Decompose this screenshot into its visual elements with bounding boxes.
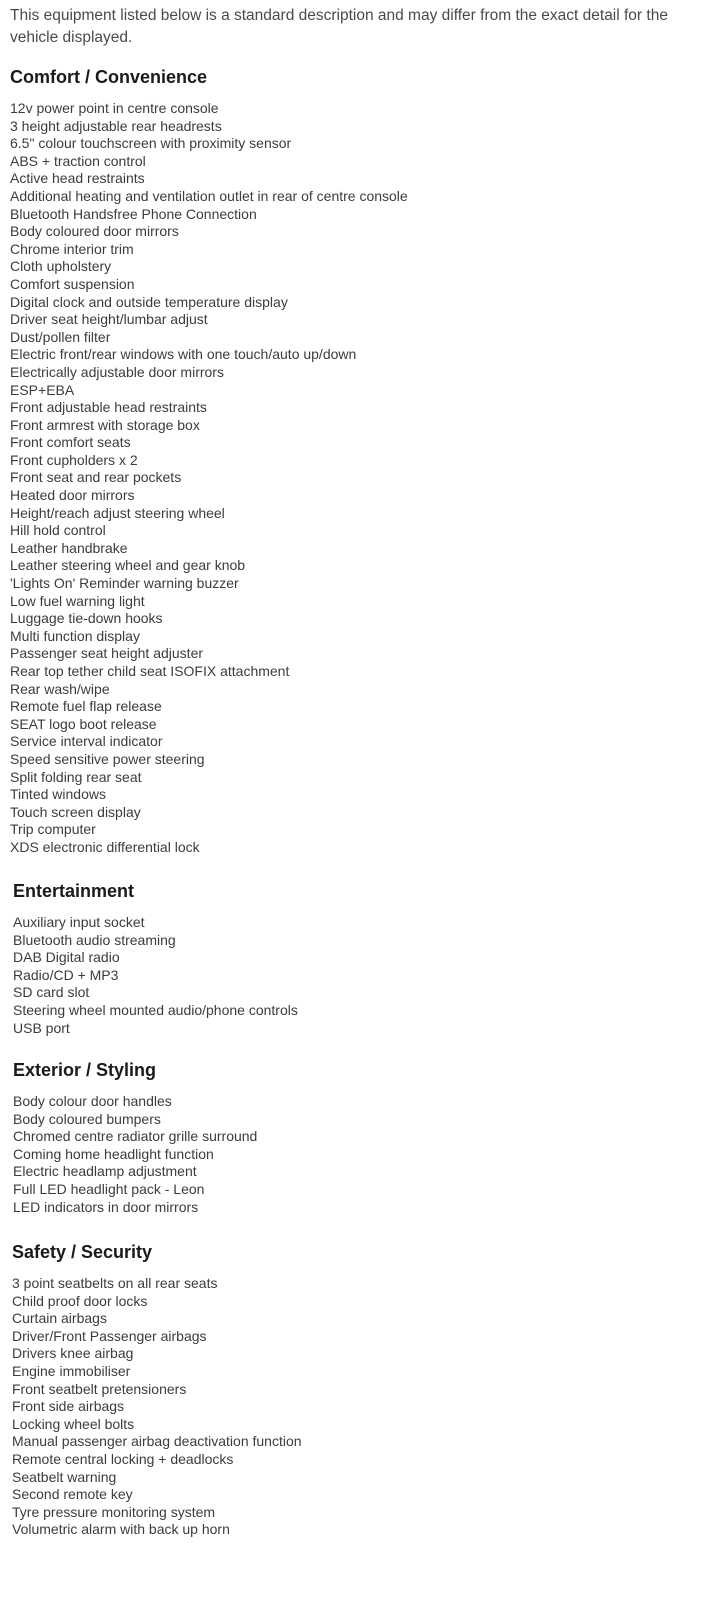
equipment-item: Remote fuel flap release — [10, 698, 162, 715]
section-title: Exterior / Styling — [13, 1060, 157, 1080]
equipment-list — [12, 1275, 672, 1539]
section-title: Entertainment — [13, 881, 135, 901]
equipment-item: Front adjustable head restraints — [10, 399, 207, 416]
equipment-item: SD card slot — [13, 984, 90, 1001]
equipment-item: Auxiliary input socket — [13, 914, 145, 930]
equipment-item: Seatbelt warning — [12, 1468, 117, 1485]
equipment-item: ABS + traction control — [10, 152, 146, 169]
equipment-item: LED indicators in door mirrors — [13, 1198, 199, 1215]
equipment-list — [10, 100, 670, 857]
equipment-item: USB port — [13, 1019, 70, 1036]
equipment-item: Comfort suspension — [10, 275, 135, 292]
equipment-item: Volumetric alarm with back up horn — [12, 1521, 230, 1538]
equipment-item: Body colour door handles — [13, 1093, 172, 1109]
equipment-item: Steering wheel mounted audio/phone controls — [13, 1001, 298, 1018]
equipment-item: Hill hold control — [10, 522, 106, 539]
equipment-item: Height/reach adjust steering wheel — [10, 504, 225, 521]
equipment-item: Body coloured door mirrors — [10, 223, 179, 240]
equipment-item: Front armrest with storage box — [10, 416, 200, 433]
equipment-item: Cloth upholstery — [10, 258, 112, 275]
equipment-item: Body coloured bumpers — [13, 1110, 161, 1127]
equipment-item: Service interval indicator — [10, 733, 163, 750]
equipment-item: Second remote key — [12, 1486, 133, 1503]
equipment-item: Additional heating and ventilation outlet in rear of centre console — [10, 187, 408, 204]
equipment-item: Engine immobiliser — [12, 1362, 131, 1379]
section-title: Safety / Security — [12, 1242, 153, 1262]
equipment-item: Multi function display — [10, 627, 140, 644]
equipment-item: Chrome interior trim — [10, 240, 134, 257]
equipment-item: Front seat and rear pockets — [10, 469, 182, 486]
equipment-item: Tyre pressure monitoring system — [12, 1503, 216, 1520]
equipment-item: Manual passenger airbag deactivation function — [12, 1433, 302, 1450]
equipment-item: XDS electronic differential lock — [10, 838, 200, 855]
equipment-item: Electric headlamp adjustment — [13, 1163, 197, 1180]
equipment-item: Rear wash/wipe — [10, 680, 110, 697]
equipment-item: Leather steering wheel and gear knob — [10, 557, 246, 574]
equipment-item: Electric front/rear windows with one touch/auto up/down — [10, 346, 357, 363]
equipment-item: Passenger seat height adjuster — [10, 645, 204, 662]
equipment-item: DAB Digital radio — [13, 949, 120, 966]
equipment-item: 3 point seatbelts on all rear seats — [12, 1275, 218, 1291]
equipment-item: 12v power point in centre console — [10, 100, 219, 116]
equipment-disclaimer: This equipment listed below is a standard description and may differ from the exact detail for the vehicle displayed. — [10, 7, 668, 46]
equipment-item: Full LED headlight pack - Leon — [13, 1180, 205, 1197]
equipment-item: Coming home headlight function — [13, 1145, 214, 1162]
equipment-list — [13, 1093, 673, 1216]
equipment-item: Front side airbags — [12, 1398, 125, 1415]
equipment-item: SEAT logo boot release — [10, 715, 157, 732]
equipment-item: Locking wheel bolts — [12, 1415, 135, 1432]
equipment-item: Driver/Front Passenger airbags — [12, 1327, 207, 1344]
equipment-item: Split folding rear seat — [10, 768, 142, 785]
equipment-item: ESP+EBA — [10, 381, 75, 398]
equipment-item: Speed sensitive power steering — [10, 750, 205, 767]
equipment-item: Heated door mirrors — [10, 487, 135, 504]
section-entertainment — [13, 878, 673, 1037]
equipment-item: Front seatbelt pretensioners — [12, 1380, 187, 1397]
equipment-item: Rear top tether child seat ISOFIX attachment — [10, 663, 290, 679]
equipment-item: Dust/pollen filter — [10, 328, 111, 345]
equipment-item: Luggage tie-down hooks — [10, 610, 163, 627]
equipment-item: Front cupholders x 2 — [10, 451, 138, 468]
equipment-item: Child proof door locks — [12, 1292, 148, 1309]
equipment-item: Curtain airbags — [12, 1310, 107, 1327]
equipment-item: Low fuel warning light — [10, 592, 145, 609]
equipment-list — [13, 914, 673, 1037]
equipment-item: Bluetooth Handsfree Phone Connection — [10, 205, 257, 222]
equipment-item: Bluetooth audio streaming — [13, 931, 176, 948]
equipment-item: Touch screen display — [10, 803, 141, 820]
equipment-item: Trip computer — [10, 821, 96, 838]
equipment-item: Driver seat height/lumbar adjust — [10, 311, 208, 328]
equipment-item: Radio/CD + MP3 — [13, 966, 119, 983]
equipment-item: 'Lights On' Reminder warning buzzer — [10, 575, 239, 592]
equipment-item: Active head restraints — [10, 170, 145, 187]
equipment-item: 3 height adjustable rear headrests — [10, 117, 222, 134]
section-comfort-convenience — [10, 64, 670, 857]
equipment-item: Remote central locking + deadlocks — [12, 1450, 234, 1467]
equipment-item: Drivers knee airbag — [12, 1345, 134, 1362]
section-title: Comfort / Convenience — [10, 67, 208, 87]
equipment-item: Digital clock and outside temperature display — [10, 293, 288, 310]
equipment-item: Front comfort seats — [10, 434, 131, 451]
equipment-item: Chromed centre radiator grille surround — [13, 1128, 258, 1145]
equipment-item: Leather handbrake — [10, 539, 128, 556]
equipment-item: Tinted windows — [10, 786, 106, 803]
equipment-item: Electrically adjustable door mirrors — [10, 363, 224, 380]
equipment-item: 6.5" colour touchscreen with proximity sensor — [10, 135, 292, 152]
section-safety-security — [12, 1239, 672, 1539]
section-exterior-styling — [13, 1057, 673, 1216]
